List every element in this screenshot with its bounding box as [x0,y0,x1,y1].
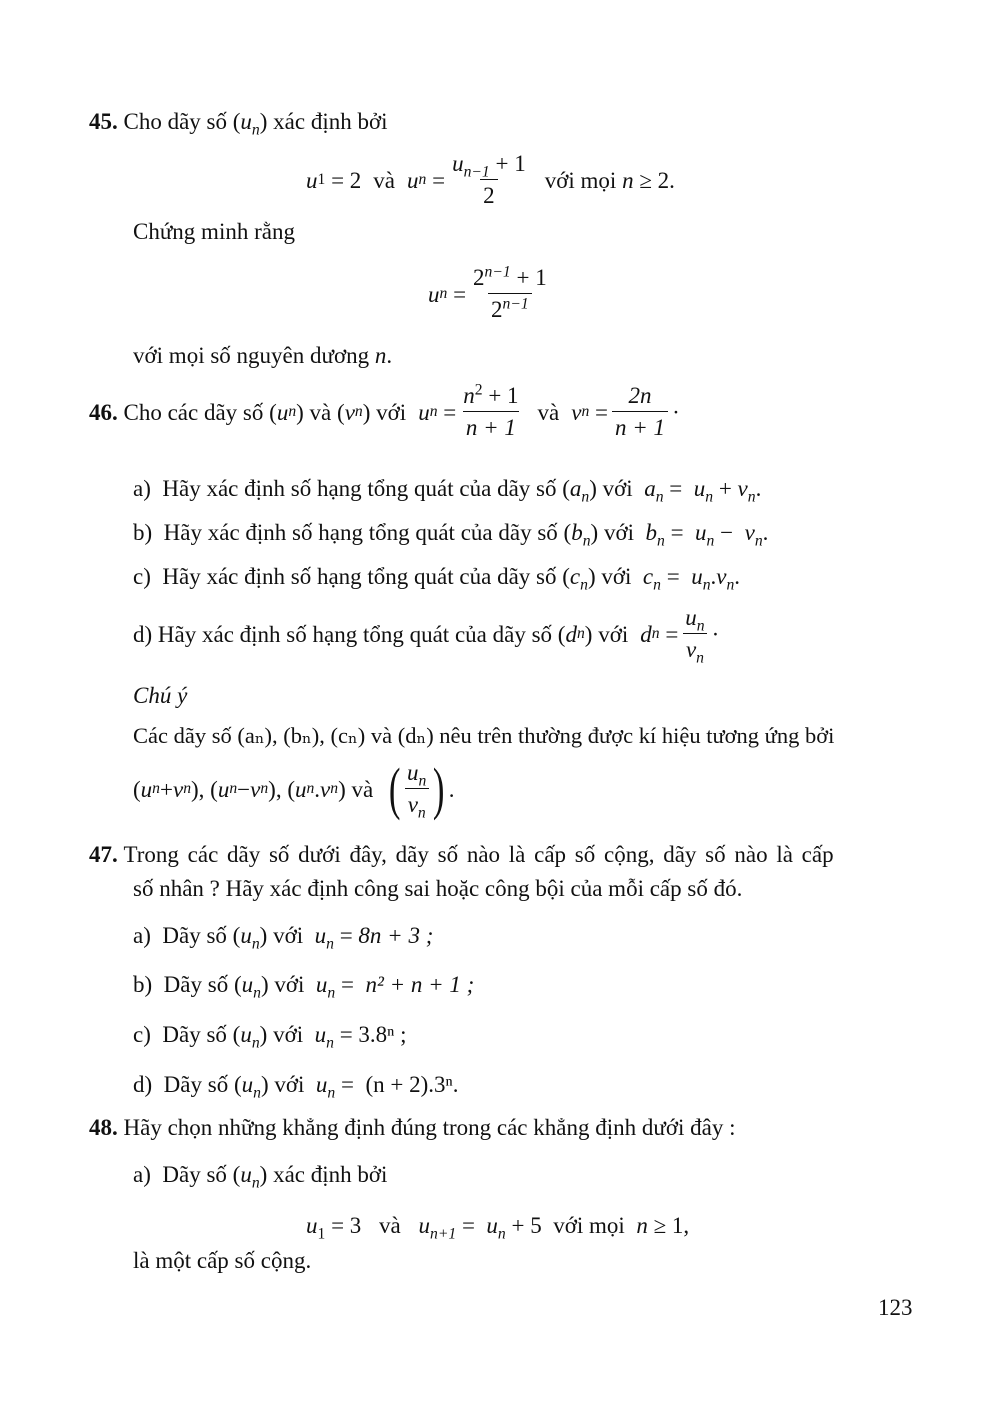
problem-45-prove-label: Chứng minh rằng [133,219,295,244]
note-text: Các dãy số (aₙ), (bₙ), (cₙ) và (dₙ) nêu trên thường được kí hiệu tương ứng bởi [133,723,835,748]
problem-46-item-b: b) Hãy xác định số hạng tổng quát của dãy số $(b_n)$ với $b_n = u_n - v_n$. [133,520,769,550]
problem-number: 48. [89,1115,118,1140]
problem-number: 45. [89,109,118,134]
problem-48-formula: $u_1 = 3$ và $u_{n+1} = u_n + 5$ với mọi n ≥ 1, [306,1213,690,1243]
problem-46-item-c: c) Hãy xác định số hạng tổng quát của dãy số $(c_n)$ với $c_n = u_n.v_n$. [133,564,741,594]
problem-47-item-c: c) Dãy số $(u_n)$ với $u_n = 3.8^n$ ; [133,1022,407,1052]
problem-47-item-a: a) Dãy số $(u_n)$ với $u_n = 8n + 3$ ; [133,923,434,953]
problem-46-item-d: d) Hãy xác định số hạng tổng quát của dãy số ( d n ) với d n = $\frac{u_n}{v_n}$ · [133,605,720,667]
problem-45-recurrence-formula: u 1 = 2 và u n = $\frac{u_{n-1} + 1}{2}$ với mọi n ≥ 2. [306,151,675,209]
un-fraction: $\frac{n^2 + 1}{n + 1}$ [463,381,519,441]
problem-47-intro-line2: số nhân ? Hãy xác định công sai hoặc công bội của mỗi cấp số đó. [133,876,743,901]
problem-48-intro: 48. Hãy chọn những khẳng định đúng trong các khẳng định dưới đây : [89,1115,736,1140]
note-title: Chú ý [133,683,188,708]
problem-45-closing: với mọi số nguyên dương n. [133,343,393,368]
problem-47-item-b: b) Dãy số $(u_n)$ với $u_n = n^2 + n + 1$ ; [133,972,475,1002]
recurrence-fraction: $\frac{u_{n-1} + 1}{2}$ [452,151,526,209]
vn-fraction: $\frac{2n}{n + 1}$ [612,384,668,440]
problem-48-item-a: a) Dãy số $(u_n)$ xác định bởi [133,1162,388,1192]
problem-45-intro: 45. Cho dãy số $(u_n)$ xác định bởi [89,109,388,139]
problem-number: 46. [89,399,118,425]
problem-47-item-d: d) Dãy số $(u_n)$ với $u_n = (n + 2).3^n$. [133,1072,459,1102]
problem-47-intro-line1: 47. Trong các dãy số dưới đây, dãy số nào là cấp số cộng, dãy số nào là cấp [89,842,834,867]
quotient-notation: ( $\frac{u_n}{v_n}$ ) [388,756,445,822]
dn-fraction: $\frac{u_n}{v_n}$ [682,606,707,662]
note-notation-line: ( u n + v n ), ( u n − v n ), ( u n . v n ) và ( $\frac{u_n}{v_n}$ ) . [133,756,455,822]
problem-46-item-a: a) Hãy xác định số hạng tổng quát của dãy số $(a_n)$ với $a_n = u_n + v_n$. [133,476,762,506]
page-number: 123 [878,1295,913,1320]
problem-46-intro: 46. Cho các dãy số ( u n ) và ( v n ) với u n = $\frac{n^2 + 1}{n + 1}$ và v n = $\frac{2n}{n + 1}$ · [89,381,680,441]
problem-48-closing: là một cấp số cộng. [133,1248,312,1273]
proof-fraction: $\frac{2^{n-1} + 1}{2^{n-1}}$ [473,263,547,323]
problem-number: 47. [89,842,118,867]
problem-45-proof-formula: u n = $\frac{2^{n-1} + 1}{2^{n-1}}$ [428,266,554,322]
